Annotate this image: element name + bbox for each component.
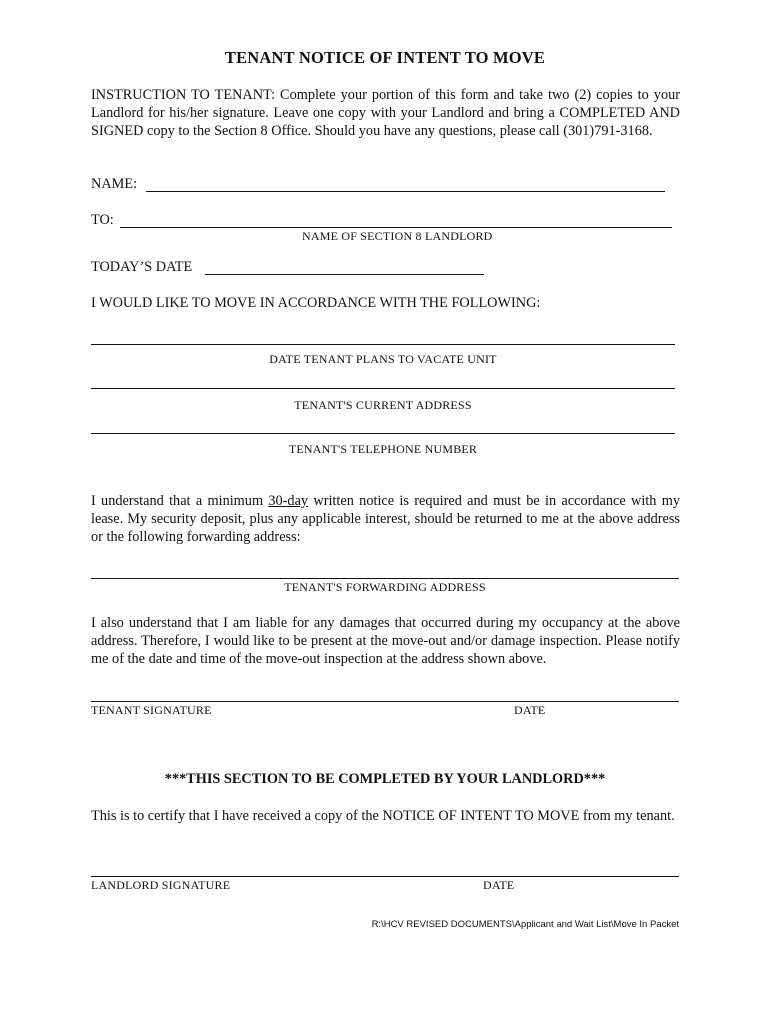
notice-text-start: I understand that a minimum <box>91 493 269 509</box>
vacate-date-caption: DATE TENANT PLANS TO VACATE UNIT <box>269 352 497 366</box>
name-field-line[interactable] <box>146 191 665 192</box>
tenant-signature-label: TENANT SIGNATURE <box>91 703 212 717</box>
to-field-line[interactable] <box>120 227 672 228</box>
to-label: TO: <box>91 212 114 228</box>
vacate-date-field-line[interactable] <box>91 344 675 345</box>
todays-date-field-line[interactable] <box>205 274 484 275</box>
telephone-caption: TENANT'S TELEPHONE NUMBER <box>288 442 478 456</box>
landlord-signature-line[interactable] <box>91 876 679 877</box>
landlord-date-label: DATE <box>483 878 515 892</box>
instruction-paragraph: INSTRUCTION TO TENANT: Complete your portion of this form and take two (2) copies to your Landlord for his/her signature. Leave one copy with your Landlord and bring a COMPLETED AND SIGNED copy to the Section 8 Office. Should you have any questions, please call (301)791-3168. <box>91 87 680 139</box>
move-statement: I WOULD LIKE TO MOVE IN ACCORDANCE WITH THE FOLLOWING: <box>91 295 541 311</box>
tenant-date-label: DATE <box>514 703 546 717</box>
footer-file-path: R:\HCV REVISED DOCUMENTS\Applicant and Wait List\Move In Packet <box>371 919 679 930</box>
tenant-signature-line[interactable] <box>91 701 679 702</box>
landlord-name-caption: NAME OF SECTION 8 LANDLORD <box>302 229 493 243</box>
notice-paragraph <box>91 492 680 546</box>
todays-date-label: TODAY’S DATE <box>91 259 193 275</box>
current-address-caption: TENANT'S CURRENT ADDRESS <box>294 398 472 412</box>
telephone-field-line[interactable] <box>91 433 675 434</box>
forwarding-address-caption: TENANT'S FORWARDING ADDRESS <box>284 580 486 594</box>
name-label: NAME: <box>91 176 138 192</box>
landlord-signature-label: LANDLORD SIGNATURE <box>91 878 231 892</box>
notice-period-underlined: 30-day <box>268 493 309 509</box>
certify-paragraph: This is to certify that I have received a copy of the NOTICE OF INTENT TO MOVE from my tenant. <box>91 808 675 824</box>
forwarding-address-field-line[interactable] <box>91 578 679 579</box>
current-address-field-line[interactable] <box>91 388 675 389</box>
landlord-section-heading: ***THIS SECTION TO BE COMPLETED BY YOUR LANDLORD*** <box>164 771 606 787</box>
notice-text-end: written notice is required and must be in accordance with my lease. My security deposit, plus any applicable interest, should be returned to me at the above address or the following forwarding address: <box>91 493 680 545</box>
form-title: TENANT NOTICE OF INTENT TO MOVE <box>224 48 546 67</box>
liability-paragraph: I also understand that I am liable for any damages that occurred during my occupancy at the above address. Therefore, I would like to be present at the move-out and/or damage inspection. Please notify me of the date and time of the move-out inspection at the address shown above. <box>91 615 680 667</box>
